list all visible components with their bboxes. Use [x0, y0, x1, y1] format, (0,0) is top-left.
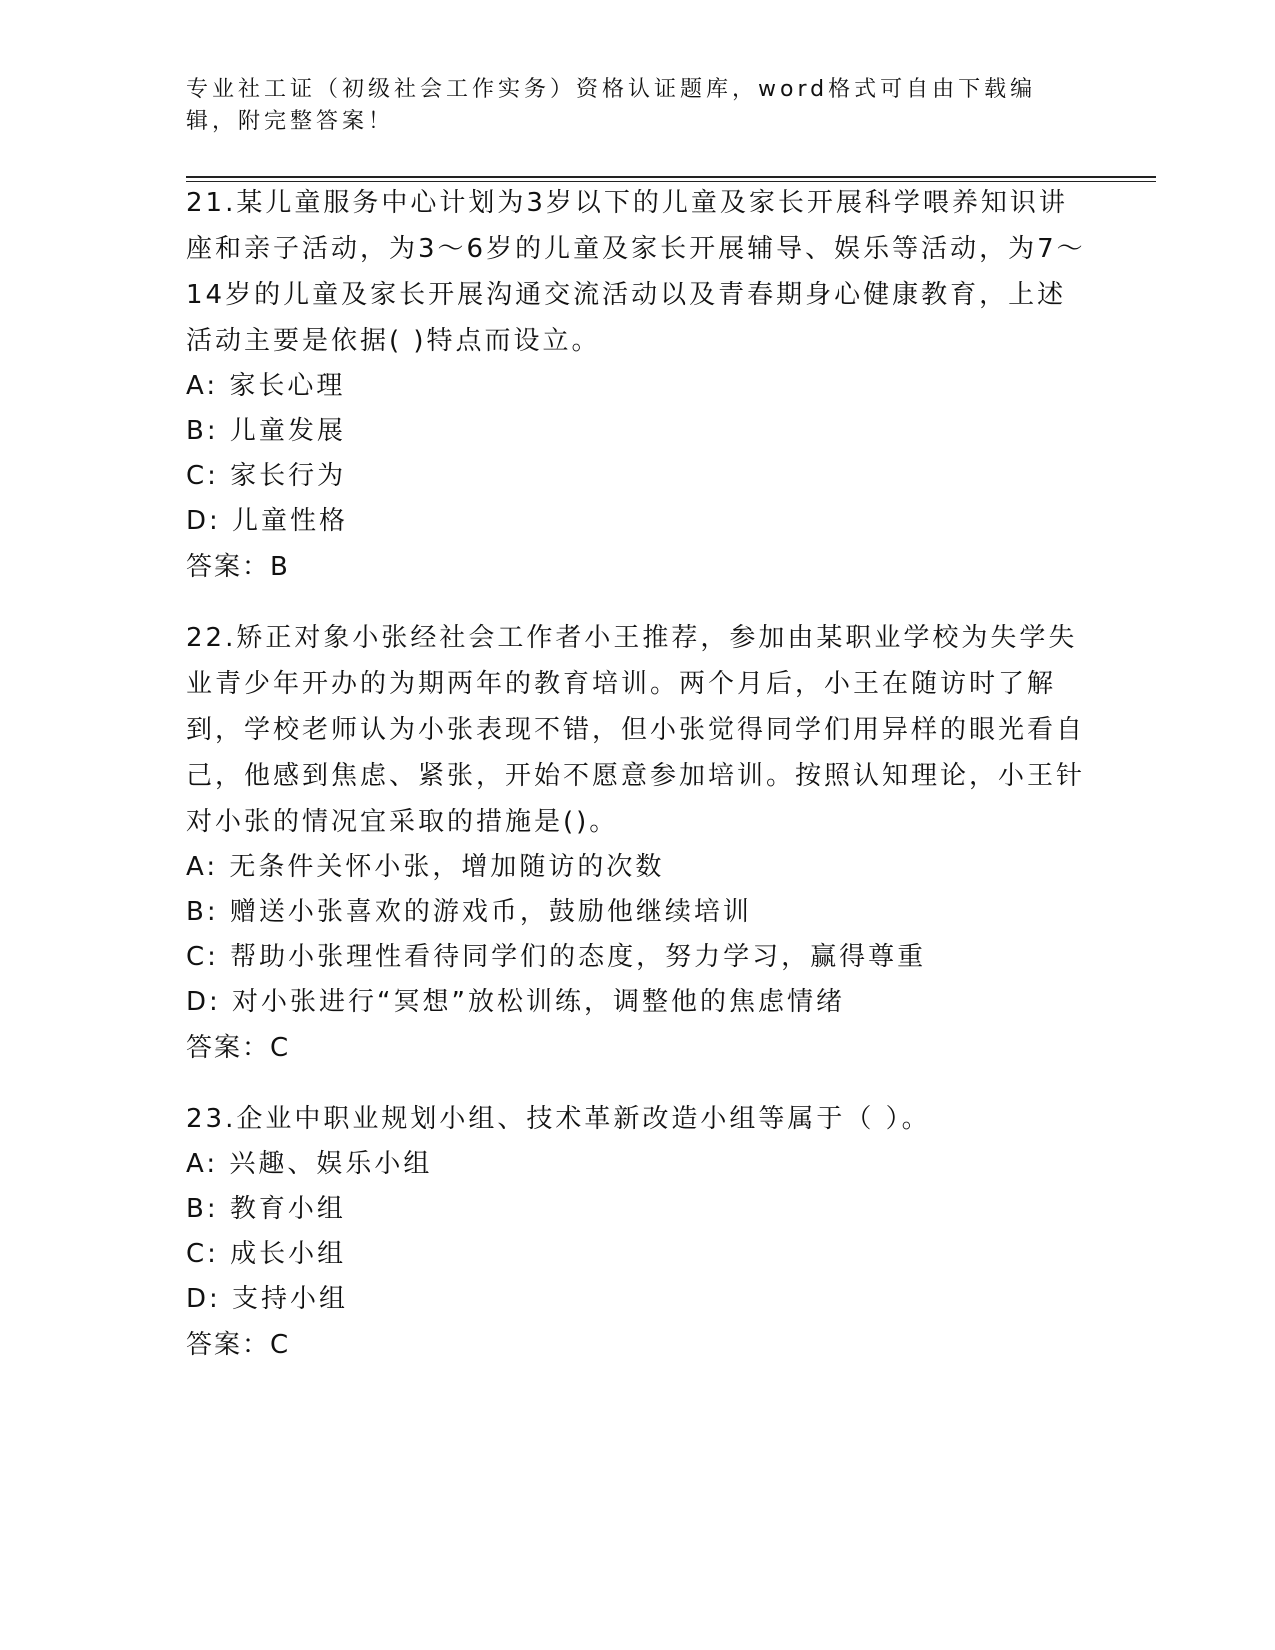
- answer-label: 答案：: [186, 1330, 271, 1360]
- document-header: 专业社工证（初级社会工作实务）资格认证题库，word格式可自由下载编辑，附完整答案！: [186, 77, 1037, 134]
- option-c: C: 成长小组: [186, 1239, 347, 1269]
- option-d: D: 儿童性格: [186, 506, 349, 536]
- answer-value: C: [270, 1033, 291, 1063]
- question-stem: 22.矫正对象小张经社会工作者小王推荐，参加由某职业学校为失学失业青少年开办的为期两年的教育培训。两个月后，小王在随访时了解到，学校老师认为小张表现不错，但小张觉得同学们用异样的眼光看自己，他感到焦虑、紧张，开始不愿意参加培训。按照认知理论，小王针对小张的情况宜采取的措施是()。: [186, 623, 1086, 837]
- answer-line: [186, 544, 1086, 590]
- option-c: C: 家长行为: [186, 461, 347, 491]
- answer-label: 答案：: [186, 552, 271, 582]
- option-a: A: 无条件关怀小张，增加随访的次数: [186, 852, 665, 882]
- question-23: [186, 1096, 1086, 1368]
- question-21: [186, 180, 1086, 590]
- header-divider-thick: [186, 176, 1156, 178]
- question-stem: 23.企业中职业规划小组、技术革新改造小组等属于（ ）。: [186, 1104, 931, 1134]
- option-b: B: 赠送小张喜欢的游戏币，鼓励他继续培训: [186, 897, 752, 927]
- question-stem: 21.某儿童服务中心计划为3岁以下的儿童及家长开展科学喂养知识讲座和亲子活动，为3～6岁的儿童及家长开展辅导、娱乐等活动，为7～14岁的儿童及家长开展沟通交流活动以及青春期身心健康教育，上述活动主要是依据( )特点而设立。: [186, 188, 1086, 356]
- answer-line: [186, 1322, 1086, 1368]
- option-b: B: 教育小组: [186, 1194, 346, 1224]
- option-a: A: 兴趣、娱乐小组: [186, 1149, 433, 1179]
- option-d: D: 支持小组: [186, 1284, 349, 1314]
- question-22: [186, 615, 1086, 1071]
- option-d: D: 对小张进行“冥想”放松训练，调整他的焦虑情绪: [186, 987, 845, 1017]
- option-a: A: 家长心理: [186, 371, 346, 401]
- answer-line: [186, 1025, 1086, 1071]
- answer-value: B: [270, 552, 290, 582]
- answer-label: 答案：: [186, 1033, 271, 1063]
- option-b: B: 儿童发展: [186, 416, 346, 446]
- answer-value: C: [270, 1330, 291, 1360]
- option-c: C: 帮助小张理性看待同学们的态度，努力学习，赢得尊重: [186, 942, 927, 972]
